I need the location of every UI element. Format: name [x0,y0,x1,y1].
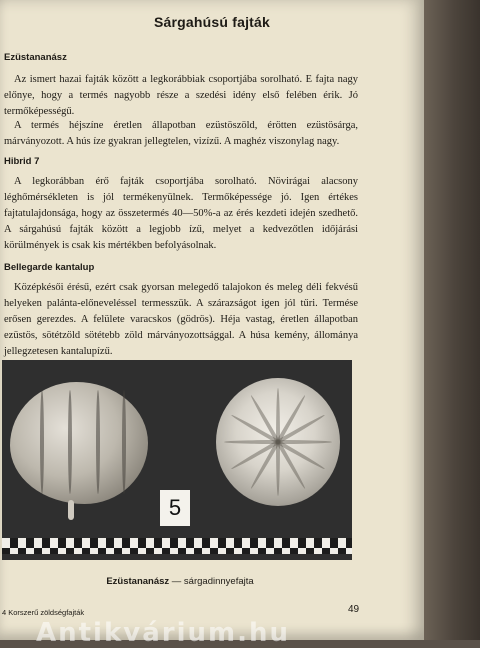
melon-right-image [216,378,340,506]
number-card: 5 [160,490,190,526]
paragraph: Az ismert hazai fajták között a legkorábbiak csoportjába sorolható. E fajta nagy előnye, hogy a termés nagyobb része a szedési idény első felében érik. Jó termőképességű. [4,74,358,117]
book-edge [424,0,480,640]
watermark-logo: Antikvárium.hu [36,618,290,648]
melon-photo [2,360,352,560]
section-title-bellegarde-kantalup: Bellegarde kantalup [4,262,95,273]
paragraph: Középkésői érésű, ezért csak gyorsan melegedő talajokon és meleg déli fekvésű helyeken palánta-előneveléssel termesszük. A szárazságot igen jól tűri. Termése erősen gerezdes. A felülete varacskos (gödrös). Héja vastag, éretlen állapotban ezüstös, sötétzöld sötétebb zöld márványozottsággal. A húsa kemény, állománya jellegzetesen kantalupízű. [4,282,358,357]
section-title-hibrid-7: Hibrid 7 [4,156,40,167]
footer-note: 4 Korszerű zöldségfajták [2,608,85,617]
section-title-ezustananasz: Ezüstananász [4,52,67,63]
caption-bold: Ezüstananász [106,576,170,587]
scale-ruler [2,538,352,548]
photo-caption [0,576,360,587]
scale-ruler-lower [2,548,352,554]
paragraph: A legkorábban érő fajták csoportjába sorolható. Növirágai alacsony léghőmérsékleten is jól termékenyülnek. Termőképessége jó. Igen értékes fajtatulajdonsága, hogy az összetermés 40—50%-a az érés kezdeti idején szedhető. A sárgahúsú fajták között a legjobb ízű, melyet a kedvezőtlen időjárási körülmények is csak kis mértékben befolyásolnak. [4,176,358,251]
caption-rest: — sárgadinnyefajta [169,576,254,587]
melon-stem [68,500,74,520]
paragraph: A termés héjszíne éretlen állapotban ezüstöszöld, érötten ezüstösárga, márványozott. A hús íze gyakran jellegtelen, vizízű. A maghéz viszonylag nagy. [4,120,358,147]
page-title: Sárgahúsú fajták [153,14,270,30]
page-number: 49 [348,604,360,615]
melon-left-image [10,382,148,504]
